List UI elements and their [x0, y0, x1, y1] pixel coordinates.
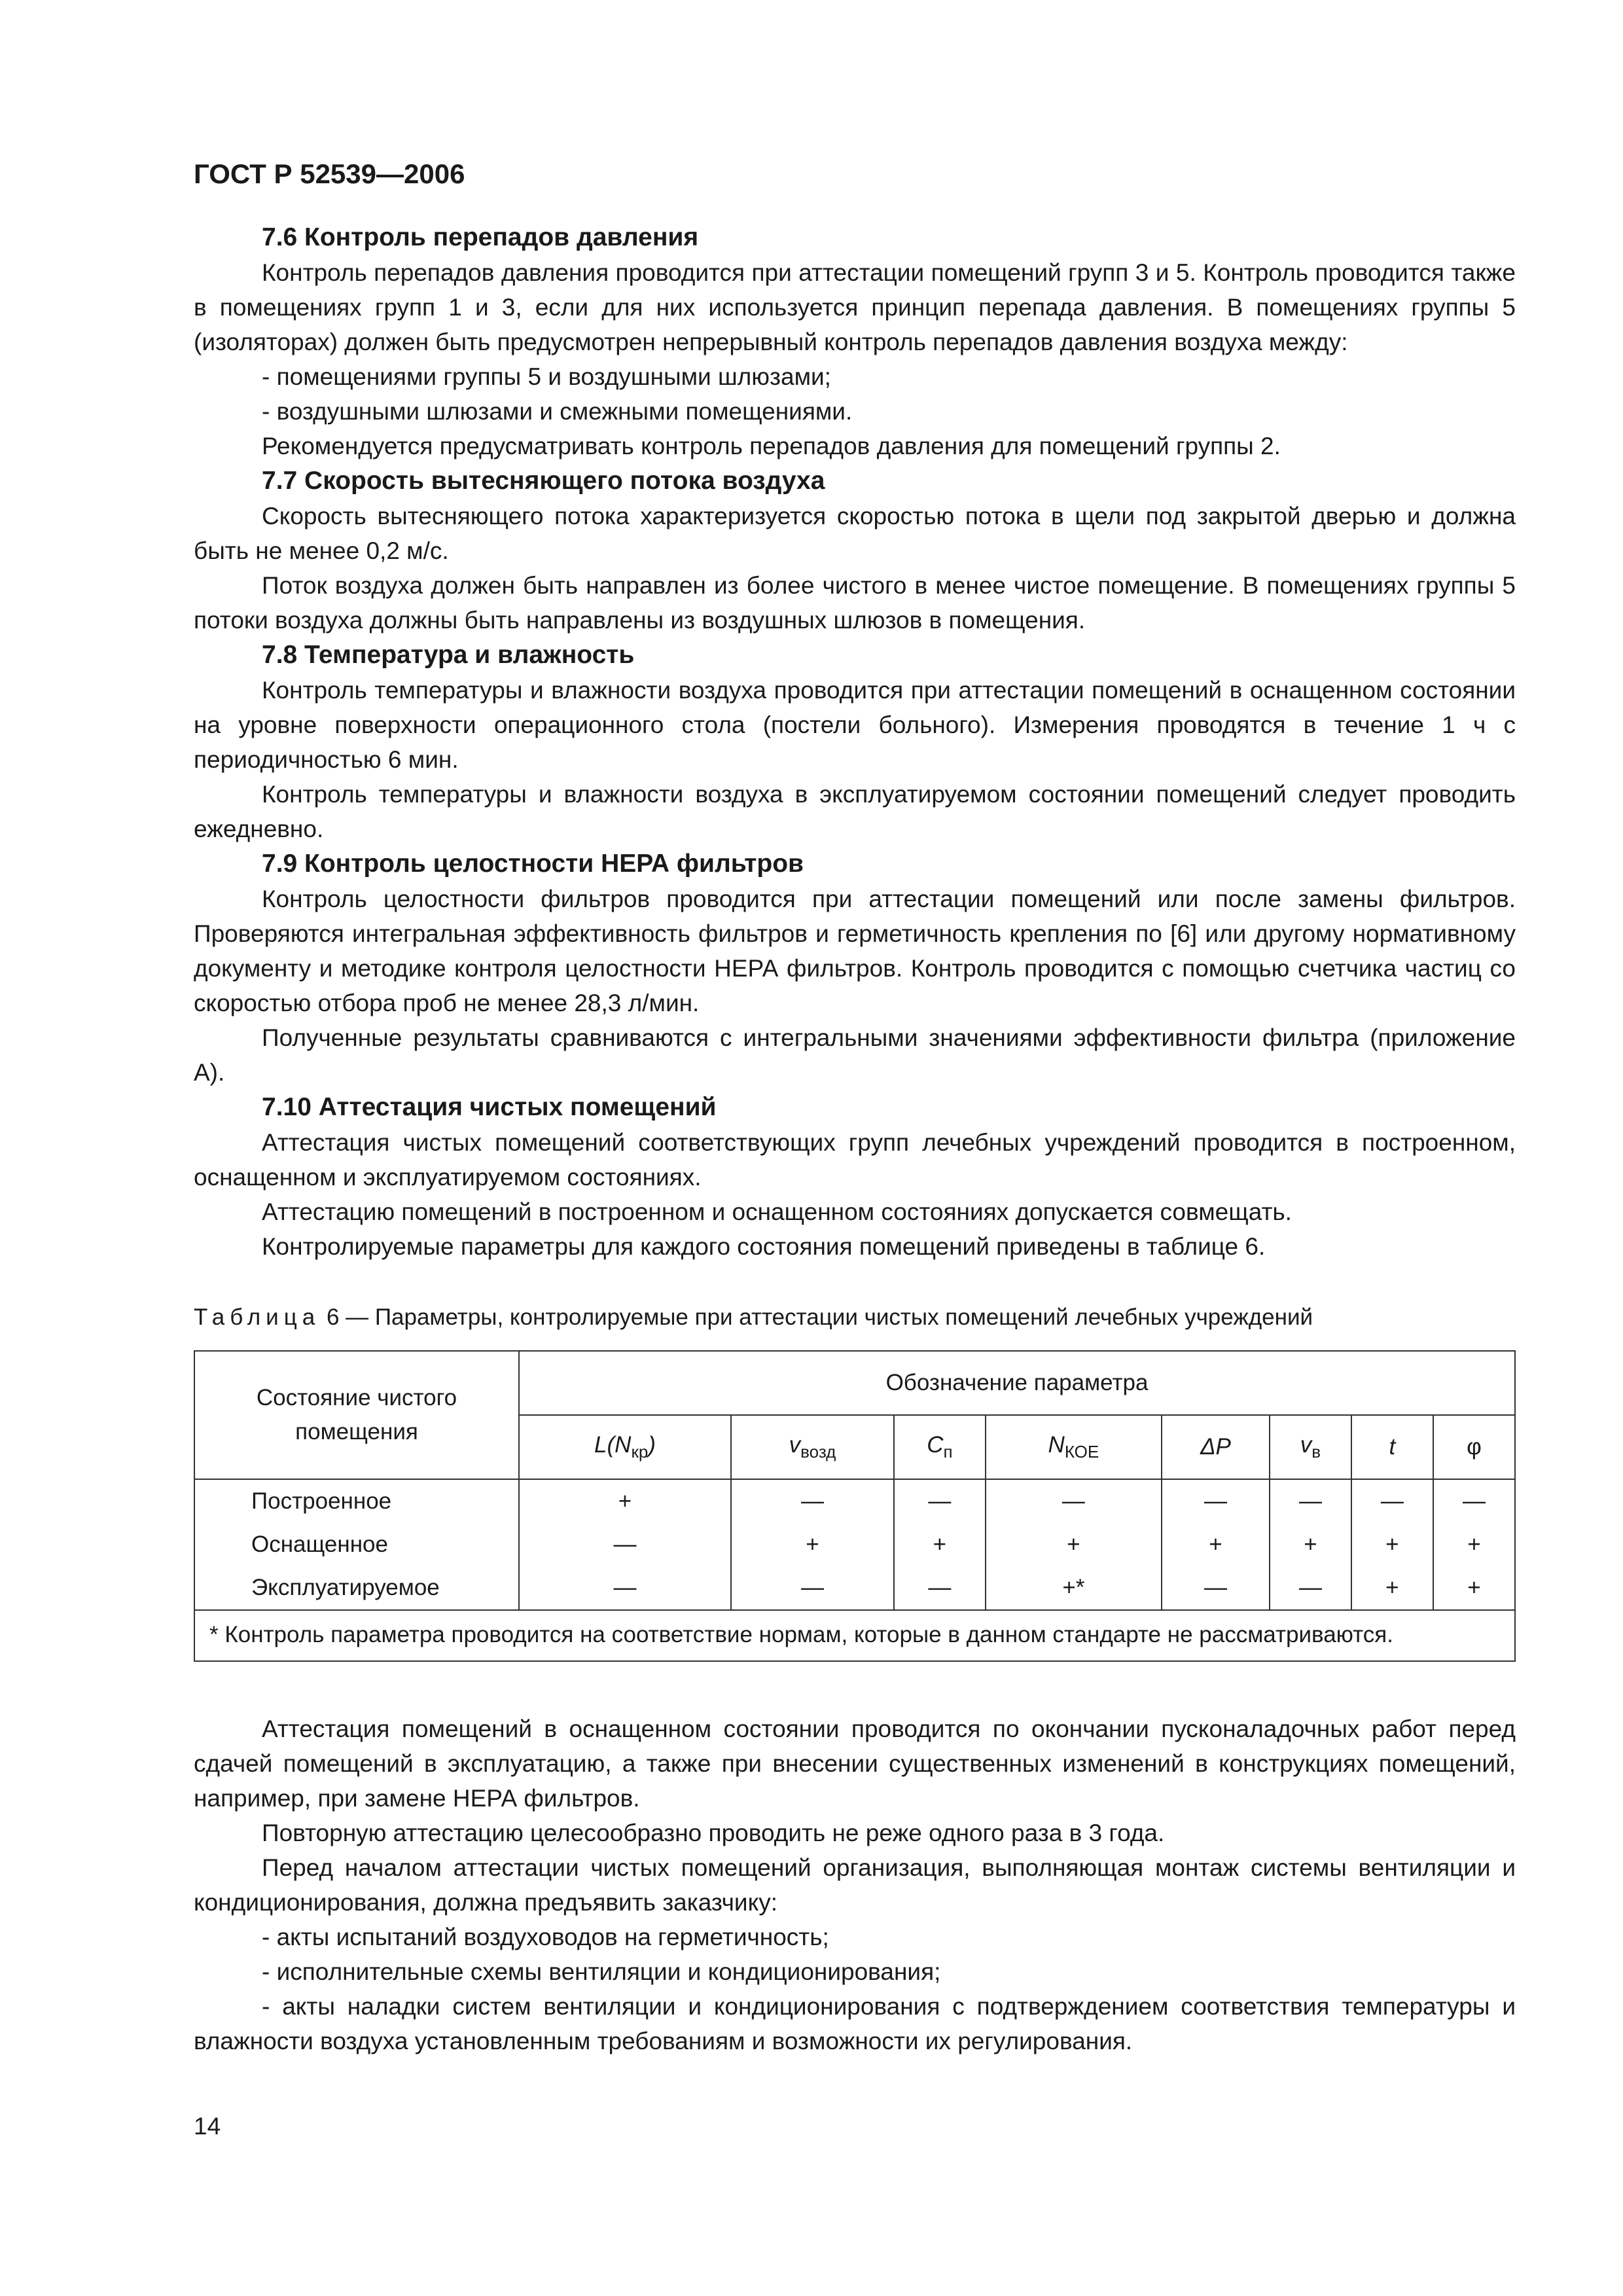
param-header-delta-p: ΔP [1162, 1415, 1270, 1479]
section-7-8-heading: 7.8 Температура и влажность [262, 641, 635, 669]
table-cell: + [1351, 1523, 1433, 1566]
document-id: ГОСТ Р 52539—2006 [194, 158, 465, 189]
state-column-header: Состояние чистого помещения [194, 1351, 519, 1479]
table-cell: — [731, 1479, 894, 1523]
paragraph: Контроль температуры и влажности воздуха проводится при аттестации помещений в оснащенном состоянии на уровне поверхности операционного стола (постели больного). Измерения проводятся в течение 1 ч с периодичностью 6 мин. [194, 677, 1516, 773]
row-label: Оснащенное [194, 1523, 519, 1566]
table-cell: — [1270, 1479, 1351, 1523]
paragraph: Контроль целостности фильтров проводится при аттестации помещений или после замены фильтров. Проверяются интегральная эффективность фильтров и герметичность крепления по [6] или другому нормативному документу и методике контроля целостности НЕРА фильтров. Контроль проводится с помощью счетчика частиц со скоростью отбора проб не менее 28,3 л/мин. [194, 886, 1516, 1016]
table-cell: — [519, 1566, 731, 1610]
table-cell: — [1162, 1479, 1270, 1523]
parameter-group-header: Обозначение параметра [519, 1351, 1515, 1415]
row-label: Построенное [194, 1479, 519, 1523]
paragraph: Повторную аттестацию целесообразно проводить не реже одного раза в 3 года. [262, 1820, 1165, 1846]
table-row [194, 1523, 1515, 1566]
table-cell: — [894, 1479, 986, 1523]
table-row [194, 1566, 1515, 1610]
paragraph: Скорость вытесняющего потока характеризуется скоростью потока в щели под закрытой дверью и должна быть не менее 0,2 м/с. [194, 503, 1516, 564]
section-7-7-heading: 7.7 Скорость вытесняющего потока воздуха [262, 467, 825, 495]
table-cell: — [1270, 1566, 1351, 1610]
page-number: 14 [194, 2113, 221, 2140]
table-cell: + [731, 1523, 894, 1566]
table-cell: — [1162, 1566, 1270, 1610]
param-header-t: t [1351, 1415, 1433, 1479]
table-cell: + [1433, 1566, 1515, 1610]
row-label: Эксплуатируемое [194, 1566, 519, 1610]
table-footnote-row [194, 1610, 1515, 1661]
paragraph: Рекомендуется предусматривать контроль перепадов давления для помещений группы 2. [262, 433, 1281, 459]
table-footnote: * Контроль параметра проводится на соответствие нормам, которые в данном стандарте не рассматриваются. [194, 1610, 1515, 1661]
paragraph: Аттестация помещений в оснащенном состоянии проводится по окончании пусконаладочных работ перед сдачей помещений в эксплуатацию, а также при внесении существенных изменений в конструкциях помещений, например, при замене НЕРА фильтров. [194, 1715, 1516, 1812]
paragraph: Перед началом аттестации чистых помещений организация, выполняющая монтаж системы вентиляции и кондиционирования, должна предъявить заказчику: [194, 1854, 1516, 1916]
paragraph: Контроль перепадов давления проводится при аттестации помещений групп 3 и 5. Контроль проводится также в помещениях групп 1 и 3, если для них используется принцип перепада давления. В помещениях группы 5 (изоляторах) должен быть предусмотрен непрерывный контроль перепадов давления воздуха между: [194, 259, 1516, 355]
list-item: - исполнительные схемы вентиляции и кондиционирования; [262, 1958, 941, 1985]
section-7-10-heading: 7.10 Аттестация чистых помещений [262, 1093, 717, 1121]
table-cell: + [894, 1523, 986, 1566]
list-item: - воздушными шлюзами и смежными помещениями. [262, 398, 853, 425]
paragraph: Контролируемые параметры для каждого состояния помещений приведены в таблице 6. [262, 1233, 1266, 1260]
table-cell: — [519, 1523, 731, 1566]
table-cell: — [1351, 1479, 1433, 1523]
table-cell: — [986, 1479, 1162, 1523]
list-item: - акты наладки систем вентиляции и кондиционирования с подтверждением соответствия температуры и влажности воздуха установленным требованиям и возможности их регулирования. [194, 1993, 1516, 2054]
table-cell: — [894, 1566, 986, 1610]
list-item: - акты испытаний воздуховодов на герметичность; [262, 1924, 829, 1950]
table-cell: + [1162, 1523, 1270, 1566]
param-header-l-nkr: $L(N_{кр})$ [519, 1415, 731, 1479]
table-caption-text: 6 — Параметры, контролируемые при аттестации чистых помещений лечебных учреждений [326, 1304, 1313, 1330]
section-7-6-heading: 7.6 Контроль перепадов давления [262, 223, 699, 251]
table-cell: + [519, 1479, 731, 1523]
table-row [194, 1479, 1515, 1523]
table-cell: + [986, 1523, 1162, 1566]
table-cell: + [1351, 1566, 1433, 1610]
parameters-table [194, 1350, 1516, 1662]
param-header-phi: φ [1433, 1415, 1515, 1479]
table-cell: — [1433, 1479, 1515, 1523]
document-page [194, 154, 1516, 2058]
param-header-v-vozd: $v_{возд}$ [731, 1415, 894, 1479]
paragraph: Аттестация чистых помещений соответствующих групп лечебных учреждений проводится в построенном, оснащенном и эксплуатируемом состояниях. [194, 1129, 1516, 1191]
param-header-v-v: $v_в$ [1270, 1415, 1351, 1479]
table-cell: + [1270, 1523, 1351, 1566]
paragraph: Полученные результаты сравниваются с интегральными значениями эффективности фильтра (приложение А). [194, 1024, 1516, 1086]
table-caption-label: Таблица [194, 1304, 321, 1330]
table-cell: + [1433, 1523, 1515, 1566]
param-header-n-koe: $N_{КОЕ}$ [986, 1415, 1162, 1479]
table-caption [194, 1300, 1516, 1335]
table-cell: — [731, 1566, 894, 1610]
paragraph: Аттестацию помещений в построенном и оснащенном состояниях допускается совмещать. [262, 1198, 1292, 1225]
param-header-c-p: $C_п$ [894, 1415, 986, 1479]
paragraph: Контроль температуры и влажности воздуха в эксплуатируемом состоянии помещений следует проводить ежедневно. [194, 781, 1516, 842]
paragraph: Поток воздуха должен быть направлен из более чистого в менее чистое помещение. В помещениях группы 5 потоки воздуха должны быть направлены из воздушных шлюзов в помещения. [194, 572, 1516, 634]
list-item: - помещениями группы 5 и воздушными шлюзами; [262, 363, 831, 390]
section-7-9-heading: 7.9 Контроль целостности НЕРА фильтров [262, 850, 804, 878]
post-table-text [194, 1712, 1516, 2058]
table-cell: +* [986, 1566, 1162, 1610]
